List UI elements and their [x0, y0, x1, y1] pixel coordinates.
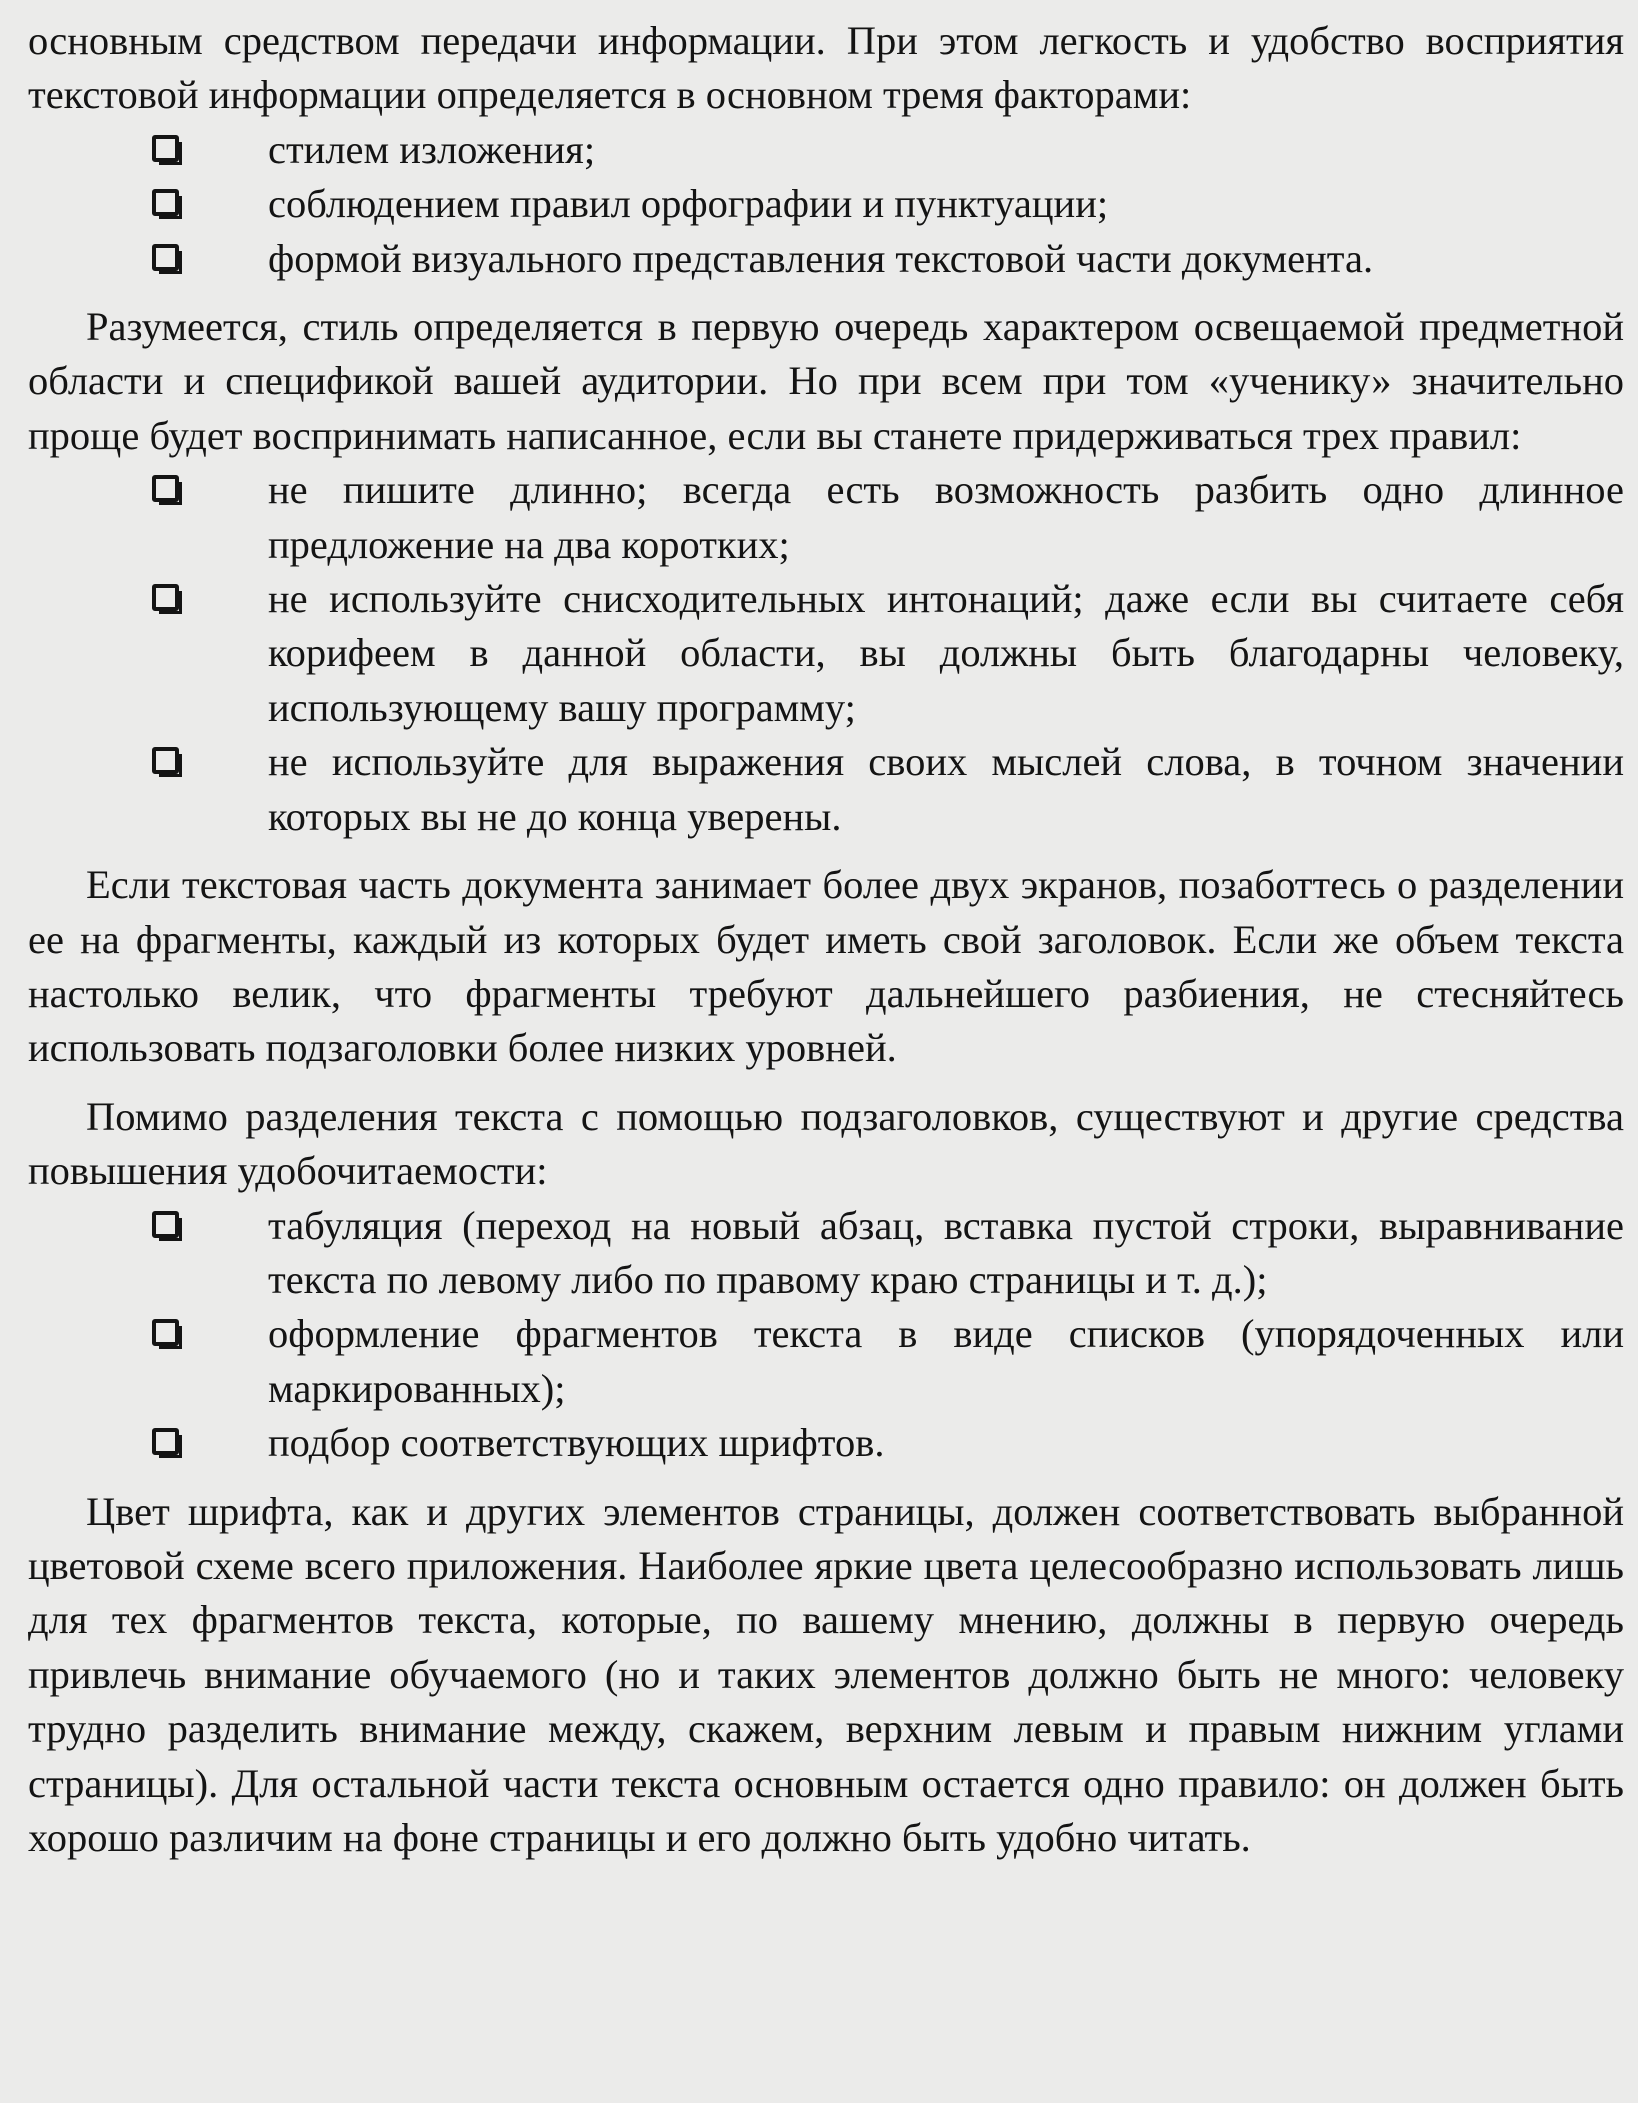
list-item-text: не используйте снисходительных интонаций; даже если вы считаете себя корифеем в данной области, вы должны быть благодарны человеку, использующему вашу программу; — [268, 576, 1624, 730]
paragraph-readability: Помимо разделения текста с помощью подзаголовков, существуют и другие средства повышения удобочитаемости: — [28, 1093, 1624, 1194]
list-item — [28, 735, 1624, 844]
list-item-text: не пишите длинно; всегда есть возможность разбить одно длинное предложение на два коротких; — [268, 467, 1624, 567]
checkbox-square-icon — [152, 1211, 179, 1238]
checkbox-square-icon — [152, 475, 179, 502]
list-item-text: подбор соответствующих шрифтов. — [268, 1420, 885, 1466]
checkbox-square-icon — [152, 189, 179, 216]
paragraph-style: Разумеется, стиль определяется в первую очередь характером освещаемой предметной области и спецификой вашей аудитории. Но при всем при том «ученику» значительно проще будет воспринимать написанное, если вы станете придерживаться трех правил: — [28, 304, 1624, 458]
paragraph-fragments: Если текстовая часть документа занимает более двух экранов, позаботтесь о разделении ее на фрагменты, каждый из которых будет иметь свой заголовок. Если же объем текста настолько велик, что фрагменты требуют дальнейшего разбиения, не стесняйтесь использовать подзаголовки более низких уровней. — [28, 862, 1624, 1071]
list-item-text: формой визуального представления текстовой части документа. — [268, 235, 1374, 281]
checkbox-square-icon — [152, 747, 179, 774]
list-item — [28, 1416, 1624, 1470]
list-item — [28, 572, 1624, 735]
paragraph-intro: основным средством передачи информации. При этом легкость и удобство восприятия текстовой информации определяется в основном тремя факторами: — [28, 18, 1624, 118]
paragraph-font-color: Цвет шрифта, как и других элементов страницы, должен соответствовать выбранной цветовой схеме всего приложения. Наиболее яркие цвета целесообразно использовать лишь для тех фрагментов текста, которые, по вашему мнению, должны в первую очередь привлечь внимание обучаемого (но и таких элементов должно быть не много: человеку трудно разделить внимание между, скажем, верхним левым и правым нижним углами страницы). Для остальной части текста основным остается одно правило: он должен быть хорошо различим на фоне страницы и его должно быть удобно читать. — [28, 1488, 1624, 1860]
list-item-text: соблюдением правил орфографии и пунктуации; — [268, 181, 1109, 227]
checkbox-square-icon — [152, 244, 179, 271]
rules-list — [28, 463, 1624, 844]
list-item-text: стилем изложения; — [268, 126, 596, 172]
list-item-text: оформление фрагментов текста в виде списков (упорядоченных или маркированных); — [268, 1311, 1624, 1411]
list-item — [28, 123, 1624, 177]
checkbox-square-icon — [152, 1319, 179, 1346]
readability-list — [28, 1199, 1624, 1471]
checkbox-square-icon — [152, 584, 179, 611]
factors-list — [28, 123, 1624, 286]
checkbox-square-icon — [152, 135, 179, 162]
list-item — [28, 177, 1624, 231]
list-item — [28, 1307, 1624, 1416]
checkbox-square-icon — [152, 1428, 179, 1455]
list-item — [28, 463, 1624, 572]
list-item — [28, 232, 1624, 286]
list-item — [28, 1199, 1624, 1308]
list-item-text: не используйте для выражения своих мыслей слова, в точном значении которых вы не до конца уверены. — [268, 739, 1624, 839]
list-item-text: табуляция (переход на новый абзац, вставка пустой строки, выравнивание текста по левому либо по правому краю страницы и т. д.); — [268, 1202, 1624, 1302]
